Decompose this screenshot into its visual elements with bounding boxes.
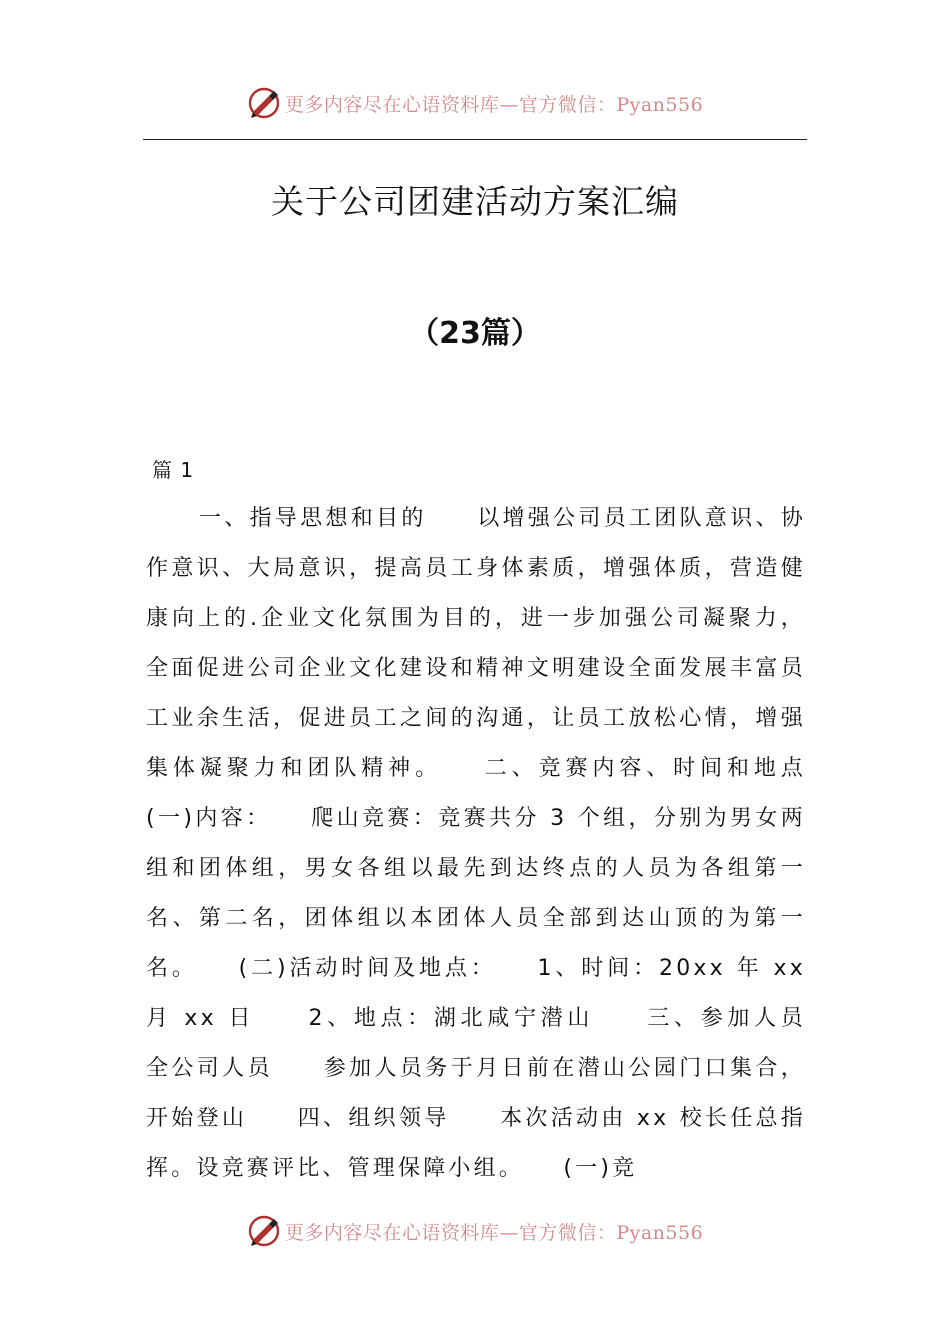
document-title: 关于公司团建活动方案汇编 xyxy=(271,182,679,221)
header-divider xyxy=(143,139,807,140)
body-paragraph: 一、指导思想和目的 以增强公司员工团队意识、协作意识、大局意识，提高员工身体素质，增强体质，营造健康向上的.企业文化氛围为目的，进一步加强公司凝聚力，全面促进公司企业文化建设和精神文明建设全面发展丰富员工业余生活，促进员工之间的沟通，让员工放松心情，增强集体凝聚力和团队精神。 二、竞赛内容、时间和地点 (一)内容： 爬山竞赛：竞赛共分 3 个组，分别为男女两组和团体组，男女各组以最先到达终点的人员为各组第一名、第二名，团体组以本团体人员全部到达山顶的为第一名。 (二)活动时间及地点： 1、时间：20xx 年 xx 月 xx 日 2、地点：湖北咸宁潜山 三、参加人员 全公司人员 参加人员务于月日前在潜山公园门口集合，开始登山 四、组织领导 本次活动由 xx 校长任总指挥。设竞赛评比、管理保障小组。 (一)竞 xyxy=(146,506,857,1181)
pen-logo-icon xyxy=(247,1214,281,1248)
header-banner xyxy=(0,83,950,123)
footer-banner-text: 更多内容尽在心语资料库—官方微信：Pyan556 xyxy=(284,1221,704,1244)
header-banner-text: 更多内容尽在心语资料库—官方微信：Pyan556 xyxy=(284,93,704,116)
section-label: 篇 1 xyxy=(152,458,195,482)
pen-logo-icon xyxy=(247,86,281,120)
document-subtitle: （23篇） xyxy=(409,316,541,351)
footer-banner xyxy=(0,1211,950,1251)
